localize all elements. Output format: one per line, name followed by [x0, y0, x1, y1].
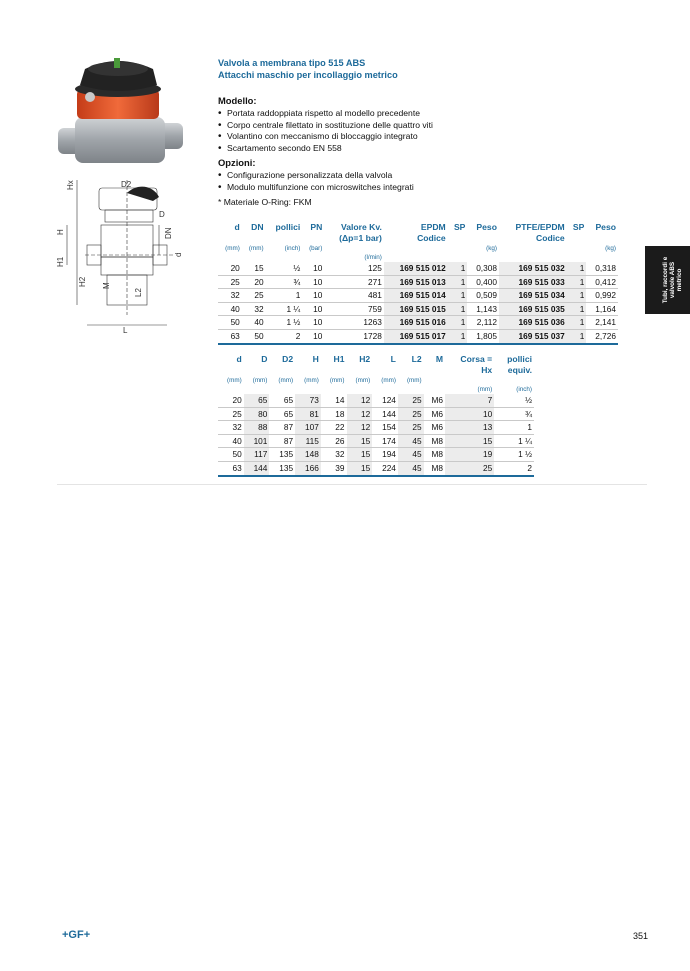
table-cell: 10: [302, 316, 324, 330]
table-cell: 1: [448, 262, 468, 275]
column-header: [424, 376, 445, 385]
column-header: [499, 253, 567, 262]
table-row: [218, 434, 534, 448]
table-cell: ¾: [266, 275, 303, 289]
table-row: [218, 329, 618, 343]
column-header: [499, 244, 567, 253]
gf-logo: +GF+: [62, 929, 91, 941]
table-cell: ½: [266, 262, 303, 275]
header-row: [218, 385, 534, 394]
column-header: equiv.: [507, 365, 532, 375]
table-row: [218, 316, 618, 330]
column-header: [586, 253, 618, 262]
table-cell: 87: [269, 434, 295, 448]
column-header: Peso: [595, 222, 616, 232]
table-cell: 10: [302, 275, 324, 289]
table-cell: 15: [347, 461, 373, 475]
opzioni-list: [218, 170, 414, 193]
table-cell: M6: [424, 421, 445, 435]
table-cell: 169 515 035: [499, 302, 567, 316]
table-cell: 20: [218, 394, 244, 407]
table-cell: 169 515 036: [499, 316, 567, 330]
title-line1: Valvola a membrana tipo 515 ABS: [218, 58, 366, 68]
column-header: Codice: [417, 233, 446, 243]
table-cell: 1: [448, 275, 468, 289]
table-cell: 2,141: [586, 316, 618, 330]
column-header: (mm): [381, 377, 396, 384]
table-cell: 15: [242, 262, 266, 275]
d2-label: D2: [121, 180, 132, 189]
modello-heading: Modello:: [218, 95, 257, 106]
column-header: PN: [310, 222, 323, 232]
table-cell: 20: [242, 275, 266, 289]
column-header: d: [234, 222, 240, 232]
column-header: (mm): [252, 377, 268, 384]
table-cell: M8: [424, 461, 445, 475]
divider: [57, 484, 647, 485]
table-cell: 10: [445, 407, 494, 421]
column-header: EPDM: [420, 222, 446, 232]
column-header: (inch): [516, 386, 532, 393]
table-cell: 1 ¼: [494, 434, 534, 448]
table-cell: 63: [218, 329, 242, 343]
column-header: Codice: [536, 233, 565, 243]
table-cell: 1,805: [467, 329, 499, 343]
column-header: (mm): [225, 245, 240, 252]
page-number: 351: [633, 931, 649, 941]
column-header: M: [435, 354, 443, 364]
column-header: [321, 385, 347, 394]
table-cell: 80: [244, 407, 270, 421]
column-header: DN: [251, 222, 264, 232]
table-cell: 117: [244, 448, 270, 462]
column-header: [586, 233, 618, 244]
column-header: (mm): [304, 377, 319, 384]
table-cell: 32: [242, 302, 266, 316]
table-cell: 65: [244, 394, 270, 407]
table-cell: 15: [445, 434, 494, 448]
column-header: [424, 385, 445, 394]
table-cell: 15: [347, 434, 373, 448]
table-cell: 169 515 015: [384, 302, 448, 316]
table-cell: 169 515 037: [499, 329, 567, 343]
column-header: [372, 365, 398, 376]
table-cell: 65: [269, 407, 295, 421]
table-cell: 481: [324, 289, 384, 303]
column-header: [302, 233, 324, 244]
column-header: Hx: [481, 365, 493, 375]
column-header: (bar): [309, 245, 323, 252]
table-cell: 10: [302, 262, 324, 275]
column-header: [244, 385, 270, 394]
table-cell: M6: [424, 407, 445, 421]
column-header: (mm): [227, 377, 242, 384]
table-cell: 169 515 032: [499, 262, 567, 275]
table-cell: M8: [424, 448, 445, 462]
column-header: [467, 253, 499, 262]
column-header: H2: [359, 354, 371, 364]
table-cell: 1: [567, 302, 587, 316]
table-cell: 1: [448, 316, 468, 330]
column-header: [324, 244, 384, 253]
side-tab-label: [650, 246, 690, 314]
table-cell: 1: [567, 262, 587, 275]
table-cell: 169 515 033: [499, 275, 567, 289]
table-cell: 20: [218, 262, 242, 275]
table-cell: 1,143: [467, 302, 499, 316]
table-cell: 45: [398, 434, 424, 448]
column-header: [218, 233, 242, 244]
column-header: PTFE/EPDM: [515, 222, 565, 232]
table-cell: 0,400: [467, 275, 499, 289]
table-cell: 148: [295, 448, 321, 462]
table-cell: 125: [324, 262, 384, 275]
table-cell: 135: [269, 448, 295, 462]
d-small-label: d: [174, 252, 183, 257]
column-header: (mm): [329, 377, 345, 384]
table-cell: 87: [269, 421, 295, 435]
table-cell: 26: [321, 434, 347, 448]
table-cell: 1: [567, 275, 587, 289]
table-cell: 45: [398, 461, 424, 475]
table-cell: 32: [321, 448, 347, 462]
column-header: L2: [411, 354, 422, 364]
table-cell: 19: [445, 448, 494, 462]
table-cell: 25: [445, 461, 494, 475]
table-cell: 22: [321, 421, 347, 435]
column-header: D2: [282, 354, 294, 364]
d-label: D: [159, 210, 165, 219]
table-cell: 2: [494, 461, 534, 475]
column-header: L: [390, 354, 396, 364]
column-header: [295, 385, 321, 394]
column-header: [266, 253, 303, 262]
valve-product-image: [55, 55, 185, 170]
table-cell: 271: [324, 275, 384, 289]
table-cell: 101: [244, 434, 270, 448]
column-header: (mm): [355, 377, 371, 384]
table-cell: 1: [567, 316, 587, 330]
table-cell: 25: [242, 289, 266, 303]
column-header: [445, 376, 494, 385]
table-cell: 10: [302, 289, 324, 303]
header-row: [218, 376, 534, 385]
table-cell: 50: [218, 448, 244, 462]
table-cell: 1: [567, 289, 587, 303]
table-cell: 0,318: [586, 262, 618, 275]
column-header: [244, 365, 270, 376]
table-cell: 124: [372, 394, 398, 407]
column-header: [302, 253, 324, 262]
table-cell: 39: [321, 461, 347, 475]
table-cell: 154: [372, 421, 398, 435]
column-header: (Δp=1 bar): [339, 233, 382, 243]
header-row: [218, 365, 534, 376]
column-header: (inch): [284, 245, 301, 252]
column-header: (mm): [406, 377, 422, 384]
table-cell: 10: [302, 302, 324, 316]
column-header: (kg): [486, 245, 497, 252]
table-cell: 1: [448, 329, 468, 343]
column-header: [567, 244, 587, 253]
column-header: SP: [572, 222, 585, 232]
header-row: [218, 253, 618, 262]
table-row: [218, 448, 534, 462]
table-row: [218, 407, 534, 421]
table-cell: 40: [218, 434, 244, 448]
table-cell: 0,412: [586, 275, 618, 289]
column-header: [384, 244, 448, 253]
table-cell: 135: [269, 461, 295, 475]
table-cell: 13: [445, 421, 494, 435]
dimensions-table: [218, 354, 534, 477]
list-item: • Configurazione personalizzata della valvola: [218, 170, 414, 182]
column-header: [384, 253, 448, 262]
column-header: [347, 385, 373, 394]
table-cell: 107: [295, 421, 321, 435]
table-cell: 45: [398, 448, 424, 462]
column-header: (mm): [278, 377, 294, 384]
column-header: [242, 253, 266, 262]
column-header: [218, 365, 244, 376]
dn-label: DN: [164, 227, 173, 239]
column-header: [398, 385, 424, 394]
table-cell: 12: [347, 421, 373, 435]
table-cell: 0,308: [467, 262, 499, 275]
side-tab-line2: valvole ABS: [668, 261, 676, 299]
table-row: [218, 302, 618, 316]
column-header: [448, 244, 468, 253]
table-cell: 18: [321, 407, 347, 421]
table-cell: 15: [347, 448, 373, 462]
column-header: [321, 365, 347, 376]
valve-dimension-drawing: [55, 175, 190, 335]
table-cell: 1 ½: [494, 448, 534, 462]
table-cell: 0,992: [586, 289, 618, 303]
column-header: (l/min): [364, 254, 382, 261]
table-cell: 40: [242, 316, 266, 330]
table-cell: 144: [244, 461, 270, 475]
column-header: D: [261, 354, 268, 364]
table-cell: 40: [218, 302, 242, 316]
column-header: (kg): [605, 245, 616, 252]
table-cell: 1,164: [586, 302, 618, 316]
table-cell: 1: [494, 421, 534, 435]
header-row: [218, 354, 534, 365]
table-cell: ½: [494, 394, 534, 407]
column-header: [347, 365, 373, 376]
l-label: L: [123, 326, 128, 335]
column-header: Corsa =: [460, 354, 493, 364]
column-header: [567, 253, 587, 262]
column-header: [494, 376, 534, 385]
column-header: [218, 253, 242, 262]
table-cell: 25: [218, 275, 242, 289]
table-cell: 1 ¼: [266, 302, 303, 316]
column-header: [448, 253, 468, 262]
h2-label: H2: [78, 276, 87, 287]
table-cell: 115: [295, 434, 321, 448]
column-header: [467, 233, 499, 244]
column-header: H1: [333, 354, 345, 364]
table-cell: M8: [424, 434, 445, 448]
column-header: d: [236, 354, 242, 364]
table-row: [218, 461, 534, 475]
table-cell: 194: [372, 448, 398, 462]
table-cell: 32: [218, 289, 242, 303]
table-cell: 169 515 012: [384, 262, 448, 275]
table-cell: 169 515 016: [384, 316, 448, 330]
side-tab-line1: Tubi, raccordi e: [661, 256, 669, 304]
table-cell: 1: [567, 329, 587, 343]
table-cell: 169 515 034: [499, 289, 567, 303]
table-cell: 32: [218, 421, 244, 435]
column-header: Valore Kv.: [340, 222, 382, 232]
title-line2: Attacchi maschio per incollaggio metrico: [218, 70, 398, 80]
table-cell: 166: [295, 461, 321, 475]
opzioni-heading: Opzioni:: [218, 157, 256, 168]
table-cell: 12: [347, 394, 373, 407]
column-header: [218, 385, 244, 394]
table-row: [218, 275, 618, 289]
list-item: • Modulo multifunzione con microswitches integrati: [218, 182, 414, 194]
table-cell: 1728: [324, 329, 384, 343]
header-row: [218, 222, 618, 233]
table-cell: 1: [448, 289, 468, 303]
table-cell: 12: [347, 407, 373, 421]
column-header: [295, 365, 321, 376]
list-item: • Volantino con meccanismo di bloccaggio integrato: [218, 131, 433, 143]
column-header: (mm): [477, 386, 493, 393]
table-cell: 25: [398, 407, 424, 421]
table-cell: 81: [295, 407, 321, 421]
table-cell: 25: [398, 421, 424, 435]
l2-label: L2: [134, 288, 143, 297]
table-cell: 25: [218, 407, 244, 421]
column-header: [398, 365, 424, 376]
modello-list: [218, 108, 433, 154]
column-header: pollici: [275, 222, 301, 232]
list-item: • Corpo centrale filettato in sostituzione delle quattro viti: [218, 120, 433, 132]
table-row: [218, 262, 618, 275]
list-item: • Portata raddoppiata rispetto al modello precedente: [218, 108, 433, 120]
table-cell: 759: [324, 302, 384, 316]
table-cell: 1: [266, 289, 303, 303]
column-header: H: [312, 354, 319, 364]
table-cell: 88: [244, 421, 270, 435]
table-cell: 169 515 014: [384, 289, 448, 303]
table-cell: 2,726: [586, 329, 618, 343]
section-side-tab: [645, 246, 690, 314]
table-cell: 7: [445, 394, 494, 407]
column-header: [269, 385, 295, 394]
table-cell: 1: [448, 302, 468, 316]
table-cell: 63: [218, 461, 244, 475]
column-header: [424, 365, 445, 376]
table-cell: 169 515 017: [384, 329, 448, 343]
column-header: [269, 365, 295, 376]
m-label: M: [102, 282, 111, 289]
table-cell: 144: [372, 407, 398, 421]
product-title: [218, 57, 398, 81]
table-cell: 0,509: [467, 289, 499, 303]
table-cell: 1 ½: [266, 316, 303, 330]
header-row: [218, 244, 618, 253]
oring-note: * Materiale O-Ring: FKM: [218, 197, 312, 207]
list-item: • Scartamento secondo EN 558: [218, 143, 433, 155]
column-header: [372, 385, 398, 394]
column-header: [242, 233, 266, 244]
table-cell: M6: [424, 394, 445, 407]
table-row: [218, 394, 534, 407]
table-cell: 14: [321, 394, 347, 407]
table-row: [218, 289, 618, 303]
column-header: (mm): [248, 245, 264, 252]
table-cell: 10: [302, 329, 324, 343]
table-cell: 2,112: [467, 316, 499, 330]
table-cell: 50: [218, 316, 242, 330]
table-cell: 169 515 013: [384, 275, 448, 289]
hx-label: Hx: [66, 180, 75, 190]
column-header: [567, 233, 587, 244]
h-label: H: [56, 229, 65, 235]
table-cell: 1263: [324, 316, 384, 330]
table-cell: 73: [295, 394, 321, 407]
column-header: pollici: [507, 354, 532, 364]
table-cell: 25: [398, 394, 424, 407]
h1-label: H1: [56, 256, 65, 267]
table-cell: 65: [269, 394, 295, 407]
codes-table: [218, 222, 618, 345]
table-cell: 2: [266, 329, 303, 343]
column-header: SP: [453, 222, 466, 232]
column-header: [266, 233, 303, 244]
header-row: [218, 233, 618, 244]
table-cell: ¾: [494, 407, 534, 421]
table-cell: 224: [372, 461, 398, 475]
side-tab-line3: metrico: [676, 268, 684, 292]
table-row: [218, 421, 534, 435]
column-header: Peso: [476, 222, 497, 232]
table-cell: 50: [242, 329, 266, 343]
table-cell: 174: [372, 434, 398, 448]
column-header: [448, 233, 468, 244]
